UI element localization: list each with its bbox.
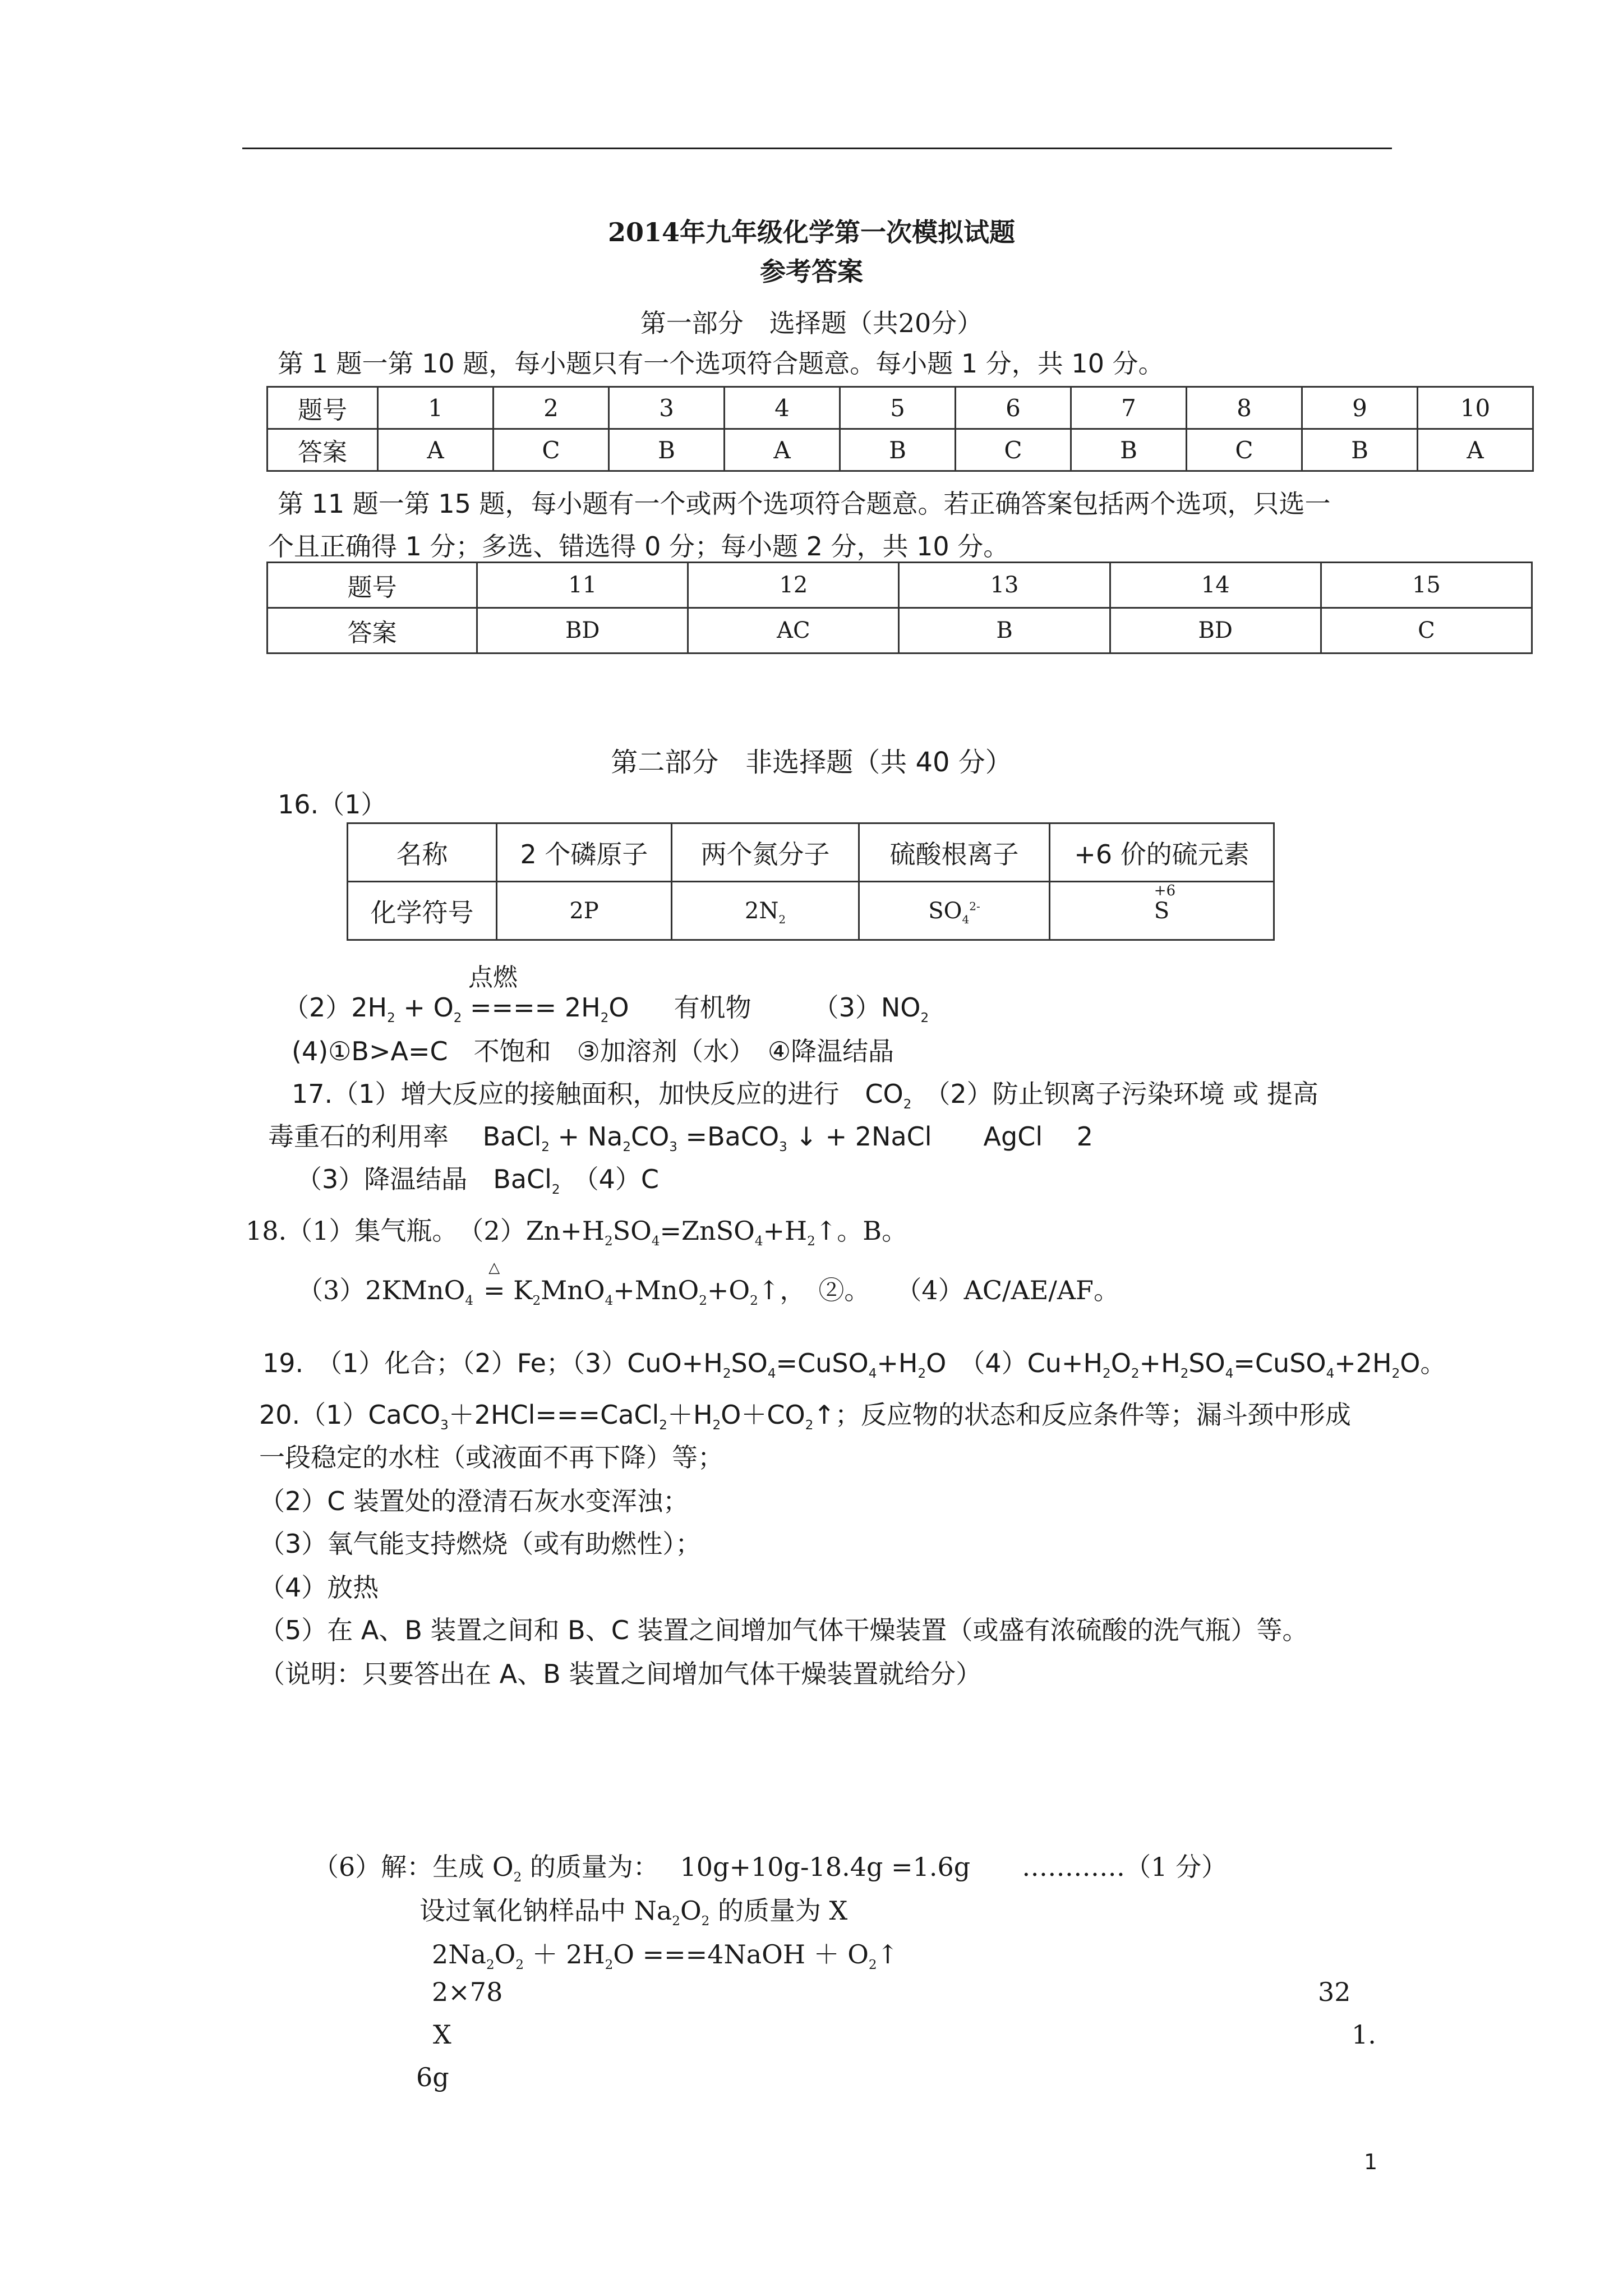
formula-subscript: 4 (962, 912, 970, 926)
formula-subscript: 2 (604, 1234, 613, 1249)
text-run: （3）2KMnO (297, 1275, 465, 1305)
part1-instruction-1: 第 1 题一第 10 题，每小题只有一个选项符合题意。每小题 1 分，共 10 分。 (278, 348, 1164, 379)
row-label: 答案 (268, 608, 477, 654)
valence-mark: +6 (1154, 882, 1176, 899)
text-run: SO (731, 1348, 768, 1378)
q20-p6-ratio-left-1: 2×78 (432, 1977, 503, 2007)
table-row (348, 823, 1274, 882)
answer-cell: B (1302, 429, 1418, 471)
text-run: O (680, 1895, 702, 1926)
question-number: 15 (1321, 563, 1532, 608)
answer-cell: BD (1110, 608, 1321, 654)
formula-superscript: 2- (969, 899, 980, 913)
text-run: （4）C (560, 1164, 659, 1194)
q17-line-1 (292, 1074, 1318, 1111)
formula-subscript: 2 (1103, 1366, 1111, 1382)
formula-text: 2N (744, 898, 779, 924)
formula-subscript: 2 (453, 1011, 462, 1026)
text-run: 2Na (432, 1939, 486, 1970)
formula-text: ==== 2H (462, 992, 601, 1023)
item-prefix: （2） (283, 992, 352, 1023)
text-run: 设过氧化钠样品中 Na (419, 1895, 672, 1926)
question-number: 7 (1071, 387, 1187, 429)
formula-subscript: 2 (699, 1294, 707, 1309)
q20-p6-line-2 (419, 1890, 847, 1927)
text-run: +MnO (613, 1275, 699, 1305)
q20-p6-line-1 (313, 1847, 1227, 1884)
ignition-condition: 点燃 (468, 963, 518, 992)
text-run: 18.（1）集气瓶。 （2）Zn+H (246, 1216, 605, 1246)
question-number: 6 (956, 387, 1071, 429)
name-cell: 两个氮分子 (672, 823, 859, 882)
text-run: +2H (1334, 1348, 1392, 1378)
formula-subscript: 2 (750, 1294, 758, 1309)
row-label: 名称 (348, 823, 497, 882)
text-run: +O (707, 1275, 750, 1305)
text-run: 毒重石的利用率 BaCl (268, 1121, 542, 1152)
formula-subscript: 2 (551, 1182, 560, 1198)
q20-p6-ratio-cont: 6g (416, 2062, 449, 2092)
table-row (268, 608, 1532, 654)
table-row (268, 563, 1532, 608)
text-run: ＋H (667, 1400, 713, 1430)
question-number: 9 (1302, 387, 1418, 429)
table-row (268, 429, 1533, 471)
text-run: ↓ + 2NaCl AgCl 2 (787, 1121, 1093, 1152)
table-row (348, 882, 1274, 940)
text-run: （2）防止钡离子污染环境 或 提高 (911, 1079, 1318, 1109)
symbol-cell: 2P (497, 882, 672, 940)
q20-p6-ratio-right-1: 32 (1318, 1977, 1351, 2007)
part1-instruction-2b: 个且正确得 1 分；多选、错选得 0 分；每小题 2 分，共 10 分。 (268, 531, 1009, 562)
text-run: SO (612, 1216, 652, 1246)
doc-subtitle: 参考答案 (760, 256, 863, 287)
q18-line-1 (246, 1211, 907, 1248)
formula-subscript: 2 (605, 1958, 614, 1973)
answer-cell: B (1071, 429, 1187, 471)
formula-text: 2H (351, 992, 388, 1023)
formula-subscript: 3 (669, 1140, 677, 1155)
heating-mark: △ (488, 1259, 500, 1276)
formula-subscript: 4 (605, 1294, 614, 1309)
formula-subscript: 2 (868, 1958, 877, 1973)
formula-subscript: 2 (807, 1234, 815, 1249)
formula-subscript: 2 (672, 1914, 680, 1929)
question-number: 11 (477, 563, 688, 608)
formula-subscript: 2 (920, 1011, 929, 1026)
question-number: 12 (688, 563, 899, 608)
text-run: O ===4NaOH ＋ O (613, 1939, 869, 1970)
formula-subscript: 2 (778, 912, 786, 926)
formula-subscript: 2 (623, 1140, 631, 1155)
question-number: 3 (609, 387, 725, 429)
page-number: 1 (1364, 2150, 1378, 2174)
name-cell: 2 个磷原子 (497, 823, 672, 882)
answer-table-1 (266, 386, 1534, 472)
formula-subscript: 2 (600, 1011, 609, 1026)
text-run: （3）降温结晶 BaCl (296, 1164, 552, 1194)
symbol-cell (1050, 882, 1274, 940)
name-cell: +6 价的硫元素 (1050, 823, 1274, 882)
formula-subscript: 2 (532, 1294, 541, 1309)
text-run: =ZnSO (660, 1216, 755, 1246)
q17-line-3 (296, 1159, 659, 1196)
formula-text: （3）NO (813, 992, 921, 1023)
text-run: ＋ 2H (523, 1939, 605, 1970)
answer-cell: C (1187, 429, 1302, 471)
text-run: +H (877, 1348, 918, 1378)
text-run: CO (630, 1121, 670, 1152)
formula-subscript: 2 (387, 1011, 395, 1026)
formula-subscript: 4 (754, 1234, 763, 1249)
text-run: O。 (1400, 1348, 1446, 1378)
answer-cell: B (840, 429, 956, 471)
answer-cell: A (378, 429, 494, 471)
formula-subscript: 4 (1225, 1366, 1234, 1382)
formula-subscript: 2 (486, 1958, 495, 1973)
question-number: 8 (1187, 387, 1302, 429)
formula-subscript: 3 (779, 1140, 787, 1155)
row-label: 题号 (268, 563, 477, 608)
q19-line (262, 1343, 1446, 1380)
question-number: 1 (378, 387, 494, 429)
formula-text: + O (395, 992, 454, 1023)
answer-cell: C (494, 429, 609, 471)
table-row (268, 387, 1533, 429)
part1-title: 第一部分 选择题（共20分） (640, 308, 983, 338)
answer-cell: B (899, 608, 1110, 654)
answer-cell: C (956, 429, 1071, 471)
answer-cell: A (1418, 429, 1533, 471)
formula-subscript: 2 (1131, 1366, 1140, 1382)
text-run: 20.（1）CaCO (259, 1400, 441, 1430)
text-run: ↑， ②。 （4）AC/AE/AF。 (758, 1275, 1119, 1305)
answer-cell: C (1321, 608, 1532, 654)
formula-subscript: 2 (1391, 1366, 1400, 1382)
doc-title: 2014年九年级化学第一次模拟试题 (607, 217, 1016, 247)
text-run: 17.（1）增大反应的接触面积，加快反应的进行 CO (292, 1079, 903, 1109)
text-run: O＋CO (721, 1400, 805, 1430)
q20-p6-equation (432, 1934, 898, 1971)
question-number: 13 (899, 563, 1110, 608)
q16-label: 16.（1） (278, 789, 387, 820)
formula-subscript: 2 (917, 1366, 926, 1382)
answer-table-2 (266, 562, 1533, 654)
row-label: 题号 (268, 387, 378, 429)
formula-subscript: 2 (805, 1418, 814, 1433)
q18-line-2 (297, 1259, 1119, 1309)
text-run: O （4）Cu+H (926, 1348, 1103, 1378)
answer-cell: AC (688, 608, 899, 654)
q20-p6-ratio-left-2: X (433, 2019, 451, 2050)
q20-line-6: （5）在 A、B 装置之间和 B、C 装置之间增加气体干燥装置（或盛有浓硫酸的洗气瓶）等。 (259, 1615, 1308, 1645)
question-number: 14 (1110, 563, 1321, 608)
q16-part2 (283, 987, 929, 1024)
formula-text: O (608, 992, 629, 1023)
text-run: MnO (541, 1275, 605, 1305)
part2-title: 第二部分 非选择题（共 40 分） (611, 747, 1012, 778)
answer-word: 有机物 (674, 992, 751, 1023)
formula-subscript: 2 (1180, 1366, 1189, 1382)
formula-subscript: 2 (513, 1870, 522, 1885)
valence-symbol (1154, 882, 1176, 924)
formula-subscript: 3 (440, 1418, 449, 1433)
heating-equals (483, 1259, 505, 1305)
q20-line-4: （3）氧气能支持燃烧（或有助燃性）； (259, 1529, 702, 1559)
q20-line-7: （说明：只要答出在 A、B 装置之间增加气体干燥装置就给分） (259, 1659, 982, 1689)
q16-table (347, 822, 1275, 941)
text-run: K (505, 1275, 533, 1305)
answer-cell: B (609, 429, 725, 471)
row-label: 化学符号 (348, 882, 497, 940)
text-run: =BaCO (677, 1121, 780, 1152)
q16-part4: (4)①B>A=C 不饱和 ③加溶剂（水） ④降温结晶 (292, 1036, 895, 1066)
question-number: 10 (1418, 387, 1533, 429)
formula-subscript: 2 (701, 1914, 710, 1929)
formula-text: SO (928, 898, 962, 924)
top-rule (242, 148, 1392, 149)
text-run: 的质量为 X (709, 1895, 848, 1926)
q17-line-2 (268, 1116, 1093, 1153)
formula-text: S (1154, 898, 1170, 924)
formula-subscript: 4 (868, 1366, 877, 1382)
formula-subscript: 2 (722, 1366, 731, 1382)
equals-sign: = (483, 1275, 505, 1305)
text-run: （6）解：生成 O (313, 1852, 514, 1882)
text-run: =CuSO (1233, 1348, 1326, 1378)
text-run: ＋2HCl===CaCl (448, 1400, 660, 1430)
answer-cell: BD (477, 608, 688, 654)
formula-subscript: 4 (1326, 1366, 1335, 1382)
text-run: 的质量为： 10g+10g-18.4g =1.6g …………（1 分） (522, 1852, 1228, 1882)
q20-line-2: 一段稳定的水柱（或液面不再下降）等； (259, 1442, 723, 1473)
text-run: O (1110, 1348, 1131, 1378)
question-number: 5 (840, 387, 956, 429)
q20-line-1 (259, 1395, 1351, 1432)
part1-instruction-2a: 第 11 题一第 15 题，每小题有一个或两个选项符合题意。若正确答案包括两个选项，只选一 (278, 489, 1331, 519)
question-number: 4 (725, 387, 840, 429)
formula-subscript: 2 (541, 1140, 550, 1155)
q20-p6-ratio-right-2: 1. (1352, 2019, 1376, 2050)
text-run: ↑。B。 (815, 1216, 908, 1246)
text-run: 19. （1）化合；（2）Fe；（3）CuO+H (262, 1348, 723, 1378)
text-run: O (494, 1939, 516, 1970)
text-run: +H (1139, 1348, 1181, 1378)
text-run: =CuSO (776, 1348, 869, 1378)
formula-subscript: 4 (767, 1366, 776, 1382)
formula-subscript: 2 (712, 1418, 721, 1433)
answer-cell: A (725, 429, 840, 471)
symbol-cell (672, 882, 859, 940)
q20-line-5: （4）放热 (259, 1572, 379, 1603)
formula-subscript: 2 (515, 1958, 524, 1973)
text-run: +H (763, 1216, 808, 1246)
name-cell: 硫酸根离子 (859, 823, 1050, 882)
formula-subscript: 4 (651, 1234, 660, 1249)
row-label: 答案 (268, 429, 378, 471)
text-run: SO (1188, 1348, 1225, 1378)
symbol-cell (859, 882, 1050, 940)
q20-line-3: （2）C 装置处的澄清石灰水变浑浊； (259, 1486, 689, 1516)
formula-subscript: 2 (903, 1097, 912, 1112)
text-run: ↑；反应物的状态和反应条件等；漏斗颈中形成 (813, 1400, 1351, 1430)
question-number: 2 (494, 387, 609, 429)
formula-subscript: 2 (659, 1418, 667, 1433)
formula-subscript: 4 (465, 1294, 473, 1309)
text-run: + Na (549, 1121, 623, 1152)
text-run: ↑ (877, 1939, 899, 1970)
